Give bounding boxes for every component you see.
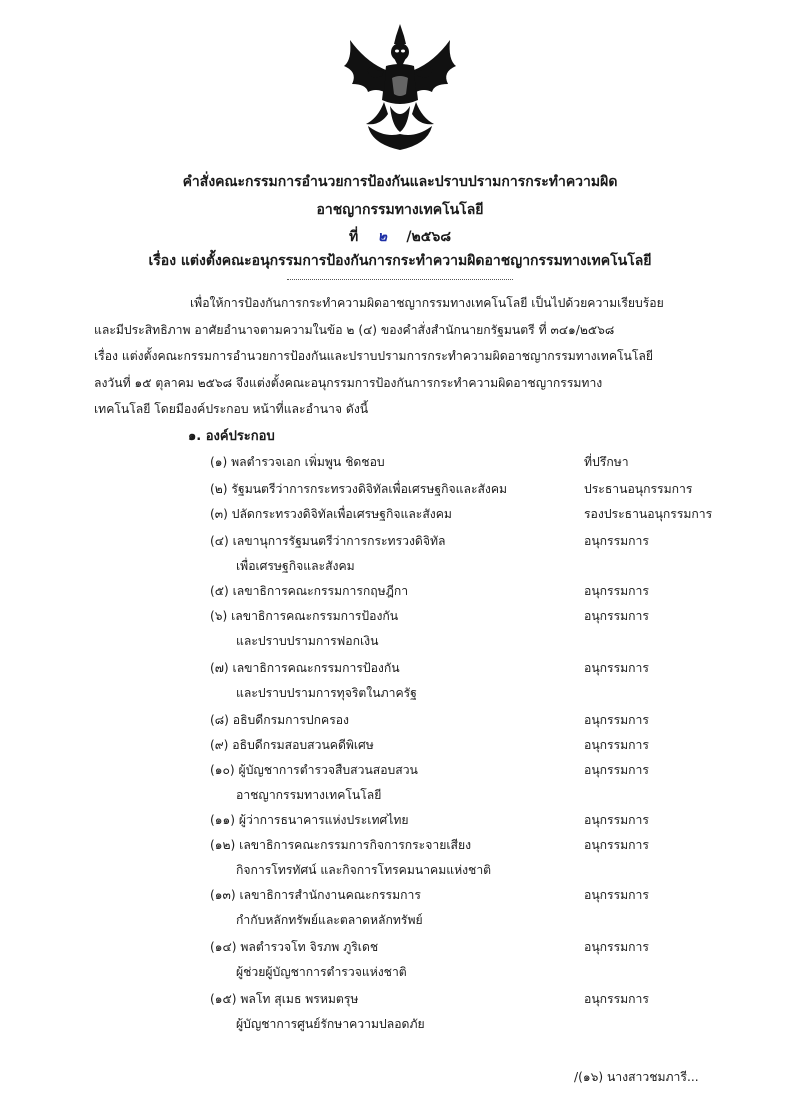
member-role: อนุกรรมการ — [584, 584, 649, 598]
member-name-cont: กำกับหลักทรัพย์และตลาดหลักทรัพย์ — [236, 913, 423, 927]
member-name: (๑) พลตำรวจเอก เพิ่มพูน ชิดชอบ — [210, 455, 385, 469]
member-role: อนุกรรมการ — [584, 713, 649, 727]
intro-line: และมีประสิทธิภาพ อาศัยอำนาจตามความในข้อ ๒ (๔) ของคำสั่งสำนักนายกรัฐมนตรี ที่ ๓๔๑/๒๕๖๘ — [94, 322, 615, 337]
member-entry — [210, 607, 720, 648]
member-name-cont: กิจการโทรทัศน์ และกิจการโทรคมนาคมแห่งชาติ — [236, 863, 492, 877]
member-entry — [210, 453, 720, 479]
member-entry — [210, 886, 720, 927]
intro-line: เทคโนโลยี โดยมีองค์ประกอบ หน้าที่และอำนาจ ดังนี้ — [94, 402, 369, 416]
member-name: (๘) อธิบดีกรมการปกครอง — [210, 713, 350, 727]
intro-line: ลงวันที่ ๑๕ ตุลาคม ๒๕๖๘ จึงแต่งตั้งคณะอนุกรรมการป้องกันการกระทำความผิดอาชญากรรมทาง — [94, 375, 603, 390]
member-name: (๑๐) ผู้บัญชาการตำรวจสืบสวนสอบสวน — [210, 763, 418, 777]
garuda-emblem — [338, 22, 462, 154]
member-name: (๑๓) เลขาธิการสำนักงานคณะกรรมการ — [210, 888, 421, 902]
member-name: (๑๒) เลขาธิการคณะกรรมการกิจการกระจายเสียง — [210, 838, 472, 852]
member-name: (๕) เลขาธิการคณะกรรมการกฤษฎีกา — [210, 584, 409, 598]
member-name-cont: ผู้ช่วยผู้บัญชาการตำรวจแห่งชาติ — [236, 965, 407, 979]
member-entry — [210, 938, 720, 979]
order-number-line — [0, 226, 800, 248]
member-role: อนุกรรมการ — [584, 992, 649, 1006]
member-role: อนุกรรมการ — [584, 888, 649, 902]
member-name-cont: เพื่อเศรษฐกิจและสังคม — [236, 559, 355, 573]
member-entry — [210, 659, 720, 700]
member-name: (๒) รัฐมนตรีว่าการกระทรวงดิจิทัลเพื่อเศรษฐกิจและสังคม — [210, 482, 508, 496]
member-role: ที่ปรึกษา — [584, 455, 629, 469]
member-name: (๑๑) ผู้ว่าการธนาคารแห่งประเทศไทย — [210, 813, 409, 827]
intro-line: เพื่อให้การป้องกันการกระทำความผิดอาชญากรรมทางเทคโนโลยี เป็นไปด้วยความเรียบร้อย — [190, 296, 664, 310]
member-role: อนุกรรมการ — [584, 838, 649, 852]
divider-dots — [287, 278, 513, 280]
section-heading-composition: ๑. องค์ประกอบ — [188, 429, 275, 444]
member-entry — [210, 736, 720, 762]
member-name: (๓) ปลัดกระทรวงดิจิทัลเพื่อเศรษฐกิจและสังคม — [210, 507, 452, 521]
member-name: (๑๕) พลโท สุเมธ พรหมตรุษ — [210, 992, 359, 1006]
order-title-line2: อาชญากรรมทางเทคโนโลยี — [316, 202, 484, 218]
member-role: รองประธานอนุกรรมการ — [584, 507, 713, 521]
order-subject: เรื่อง แต่งตั้งคณะอนุกรรมการป้องกันการกระทำความผิดอาชญากรรมทางเทคโนโลยี — [148, 253, 652, 269]
member-role: อนุกรรมการ — [584, 813, 649, 827]
order-number-handwritten: ๒ — [377, 229, 387, 245]
member-name: (๗) เลขาธิการคณะกรรมการป้องกัน — [210, 661, 400, 675]
member-entry — [210, 836, 720, 877]
order-prefix: ที่ — [348, 229, 359, 245]
member-role: อนุกรรมการ — [584, 738, 649, 752]
member-name: (๑๔) พลตำรวจโท จิรภพ ภูริเดช — [210, 940, 379, 954]
member-entry — [210, 711, 720, 737]
order-year: /๒๕๖๘ — [406, 229, 452, 245]
intro-paragraph — [94, 290, 726, 423]
member-name: (๙) อธิบดีกรมสอบสวนคดีพิเศษ — [210, 738, 374, 752]
member-name-cont: ผู้บัญชาการศูนย์รักษาความปลอดภัย — [236, 1017, 425, 1031]
intro-line: เรื่อง แต่งตั้งคณะกรรมการอำนวยการป้องกันและปราบปรามการกระทำความผิดอาชญากรรมทางเทคโนโลยี — [94, 349, 654, 363]
member-entry — [210, 532, 720, 573]
member-entry — [210, 990, 720, 1031]
member-entry — [210, 811, 720, 837]
member-role: อนุกรรมการ — [584, 609, 649, 623]
member-role: ประธานอนุกรรมการ — [584, 482, 693, 496]
member-role: อนุกรรมการ — [584, 940, 649, 954]
member-entry — [210, 761, 720, 802]
member-role: อนุกรรมการ — [584, 661, 649, 675]
member-entry — [210, 582, 720, 608]
member-name: (๖) เลขาธิการคณะกรรมการป้องกัน — [210, 609, 399, 623]
member-name-cont: และปราบปรามการฟอกเงิน — [236, 634, 379, 648]
member-role: อนุกรรมการ — [584, 763, 649, 777]
order-title-line1: คำสั่งคณะกรรมการอำนวยการป้องกันและปราบปรามการกระทำความผิด — [182, 174, 618, 190]
member-name-cont: และปราบปรามการทุจริตในภาครัฐ — [236, 686, 417, 700]
member-name: (๔) เลขานุการรัฐมนตรีว่าการกระทรวงดิจิทัล — [210, 534, 446, 548]
member-role: อนุกรรมการ — [584, 534, 649, 548]
member-name-cont: อาชญากรรมทางเทคโนโลยี — [236, 788, 382, 802]
member-entry — [210, 505, 720, 531]
page-continuation-note: /(๑๖) นางสาวชมภารี... — [574, 1070, 699, 1084]
member-entry — [210, 480, 720, 506]
